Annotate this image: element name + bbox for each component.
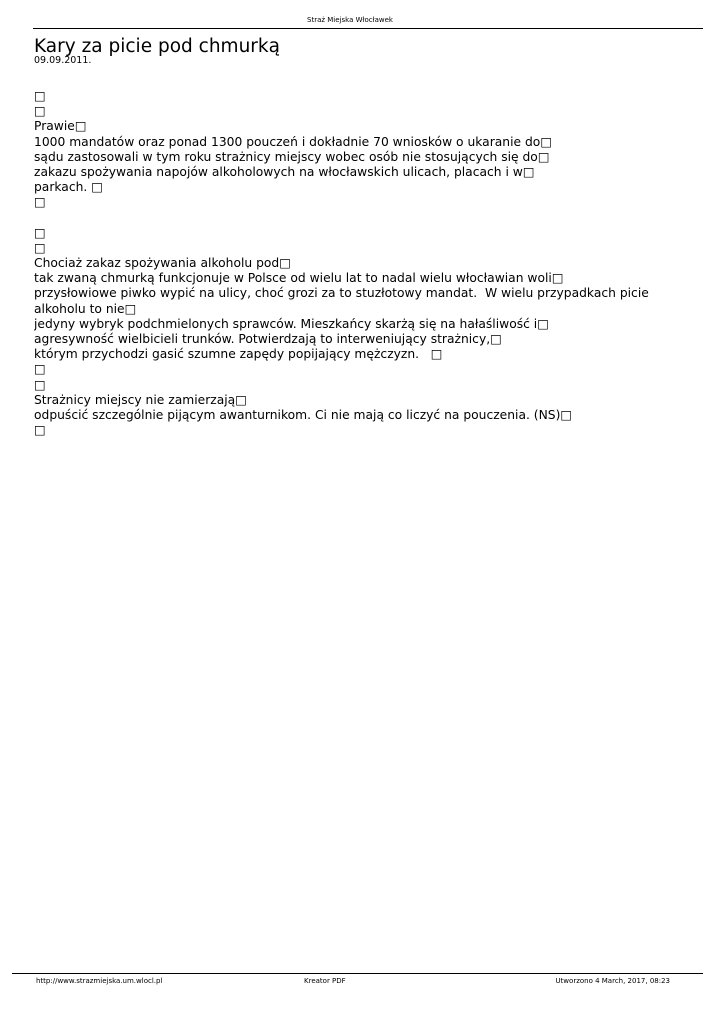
body-line: □ bbox=[34, 225, 46, 240]
body-line: □ bbox=[34, 89, 46, 103]
body-line: sądu zastosowali w tym roku strażnicy miejscy wobec osób nie stosujących się do□ bbox=[34, 149, 550, 164]
page-header-site-name: Straż Miejska Włocławek bbox=[307, 16, 393, 24]
body-line: alkoholu to nie□ bbox=[34, 301, 137, 316]
body-line: którym przychodzi gasić szumne zapędy popijający mężczyzn. □ bbox=[34, 347, 443, 362]
body-line: agresywność wielbicieli trunków. Potwierdzają to interweniujący strażnicy,□ bbox=[34, 332, 502, 346]
body-line: parkach. □ bbox=[34, 180, 103, 195]
footer-url: http://www.strazmiejska.um.wlocl.pl bbox=[36, 977, 163, 985]
body-line: Prawie□ bbox=[34, 119, 87, 134]
footer-created-date: Utworzono 4 March, 2017, 08:23 bbox=[555, 977, 670, 985]
footer-divider bbox=[12, 973, 703, 974]
footer-generator: Kreator PDF bbox=[304, 977, 346, 985]
body-line: tak zwaną chmurką funkcjonuje w Polsce od wielu lat to nadal wielu włocławian woli□ bbox=[34, 271, 564, 286]
body-line: 1000 mandatów oraz ponad 1300 pouczeń i dokładnie 70 wniosków o ukaranie do□ bbox=[34, 134, 552, 149]
body-line: □ bbox=[34, 423, 46, 438]
body-line: □ bbox=[34, 240, 46, 255]
article-title: Kary za picie pod chmurką bbox=[34, 36, 280, 57]
body-line: □ bbox=[34, 104, 46, 119]
body-line bbox=[34, 211, 694, 226]
header-divider bbox=[33, 28, 703, 29]
article-date: 09.09.2011. bbox=[34, 55, 92, 66]
body-line: Strażnicy miejscy nie zamierzają□ bbox=[34, 392, 247, 407]
body-line: przysłowiowe piwko wypić na ulicy, choć grozi za to stuzłotowy mandat. W wielu przypadkach picie bbox=[34, 286, 649, 301]
body-line: □ bbox=[34, 377, 46, 392]
body-line: jedyny wybryk podchmielonych sprawców. Mieszkańcy skarżą się na hałaśliwość i□ bbox=[34, 316, 549, 331]
body-line: □ bbox=[34, 195, 46, 210]
body-line: zakazu spożywania napojów alkoholowych na włocławskich ulicach, placach i w□ bbox=[34, 164, 535, 179]
body-line: odpuścić szczególnie pijącym awanturnikom. Ci nie mają co liczyć na pouczenia. (NS)□ bbox=[34, 407, 573, 422]
article-body bbox=[34, 89, 694, 438]
body-line: Chociaż zakaz spożywania alkoholu pod□ bbox=[34, 256, 291, 271]
body-line: □ bbox=[34, 362, 46, 377]
